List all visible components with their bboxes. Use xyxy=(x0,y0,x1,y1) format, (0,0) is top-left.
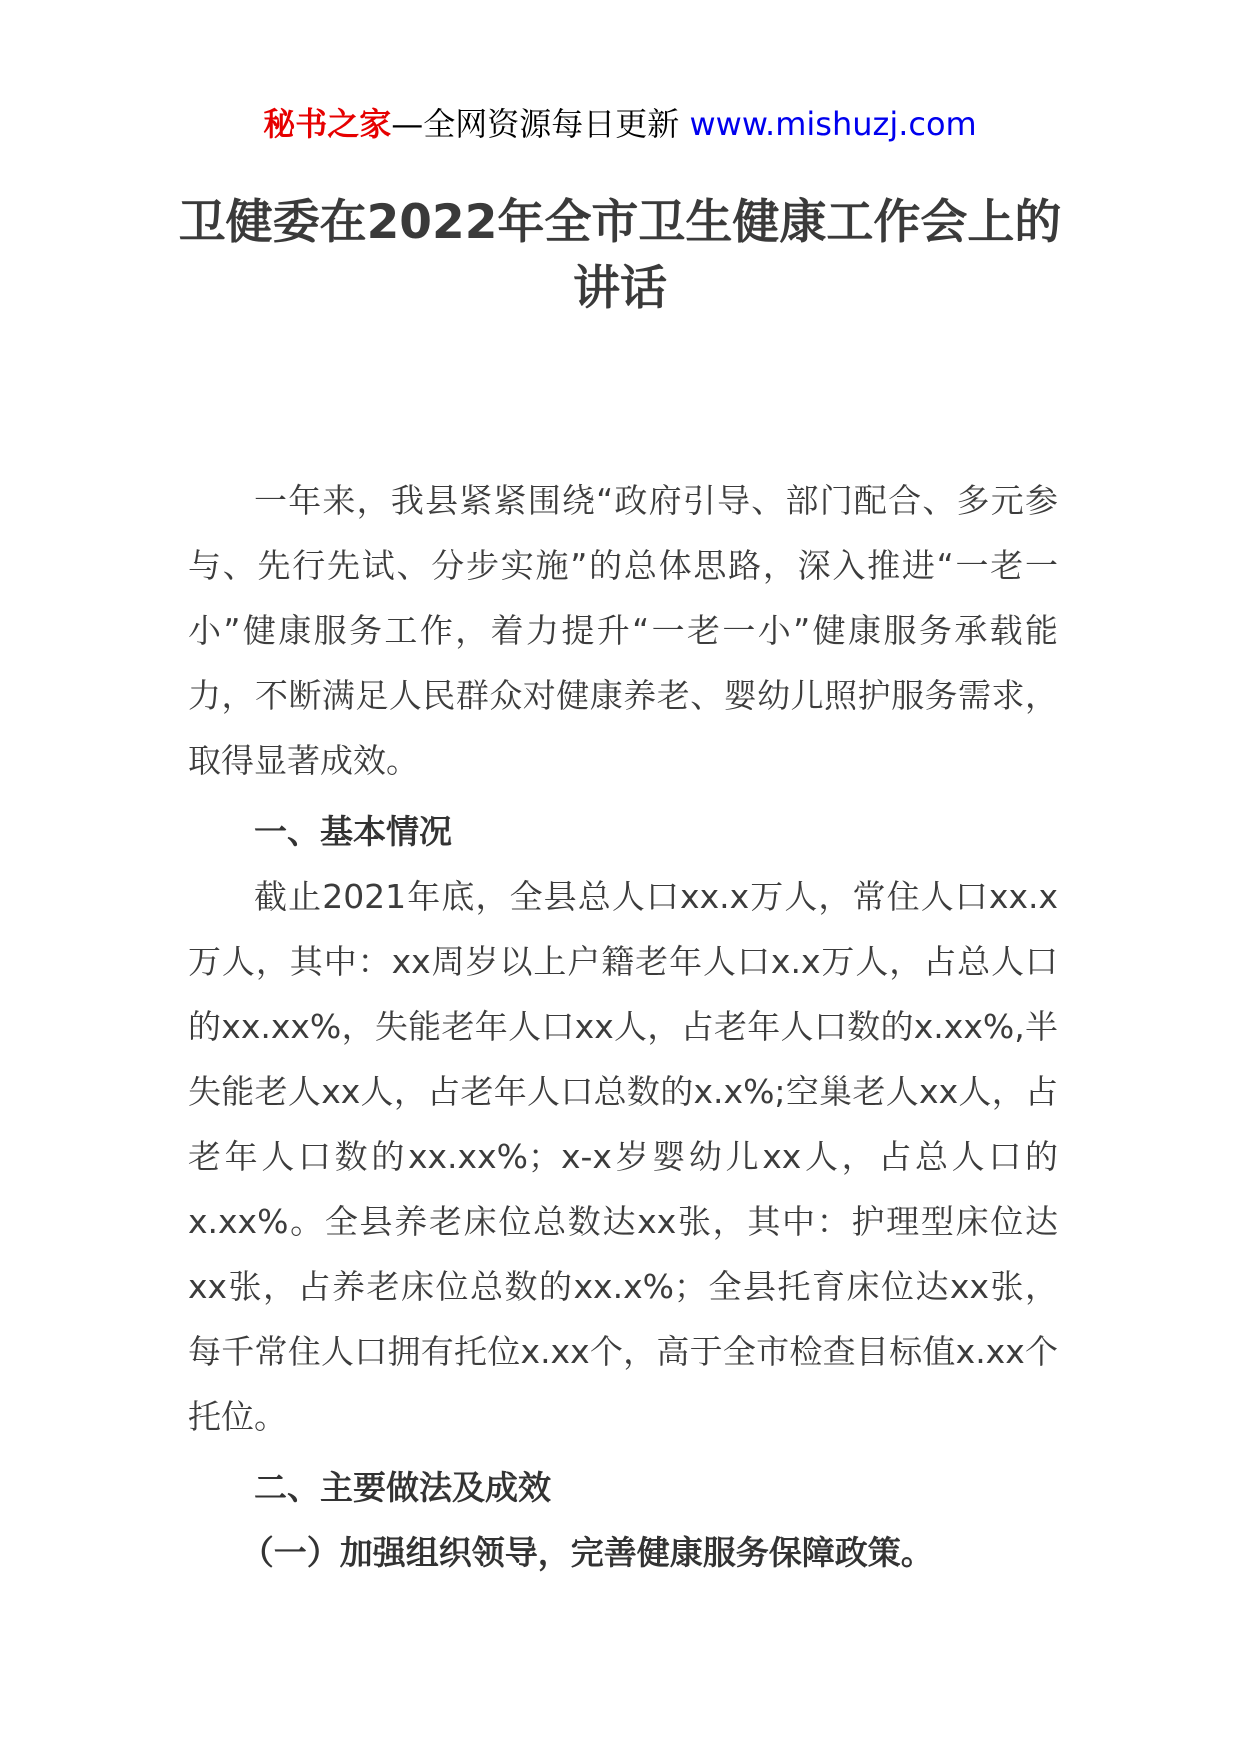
header-tagline: —全网资源每日更新 xyxy=(391,105,680,143)
brand-name: 秘书之家 xyxy=(263,105,392,143)
section-heading-basic-situation: 一、基本情况 xyxy=(254,812,452,851)
section-heading-main-practices: 二、主要做法及成效 xyxy=(254,1468,551,1507)
intro-paragraph: 一年来，我县紧紧围绕“政府引导、部门配合、多元参与、先行先试、分步实施”的总体思路，深入推进“一老一小”健康服务工作，着力提升“一老一小”健康服务承载能力，不断满足人民群众对健康养老、婴幼儿照护服务需求，取得显著成效。 xyxy=(188,481,1058,780)
document-body xyxy=(188,468,1058,1585)
site-url-link[interactable]: www.mishuzj.com xyxy=(689,105,977,143)
site-header xyxy=(0,102,1240,146)
document-title: 卫健委在2022年全市卫生健康工作会上的讲话 xyxy=(178,195,1062,316)
basic-situation-paragraph: 截止2021年底，全县总人口xx.x万人，常住人口xx.x万人，其中：xx周岁以上户籍老年人口x.x万人，占总人口的xx.xx%，失能老年人口xx人，占老年人口数的x.xx%,半失能老人xx人，占老年人口总数的x.x%;空巢老人xx人，占老年人口数的xx.xx%；x-x岁婴幼儿xx人，占总人口的x.xx%。全县养老床位总数达xx张，其中：护理型床位达xx张，占养老床位总数的xx.x%；全县托育床位达xx张，每千常住人口拥有托位x.xx个，高于全市检查目标值x.xx个托位。 xyxy=(188,877,1058,1436)
subsection-heading-organization: （一）加强组织领导，完善健康服务保障政策。 xyxy=(240,1533,934,1572)
